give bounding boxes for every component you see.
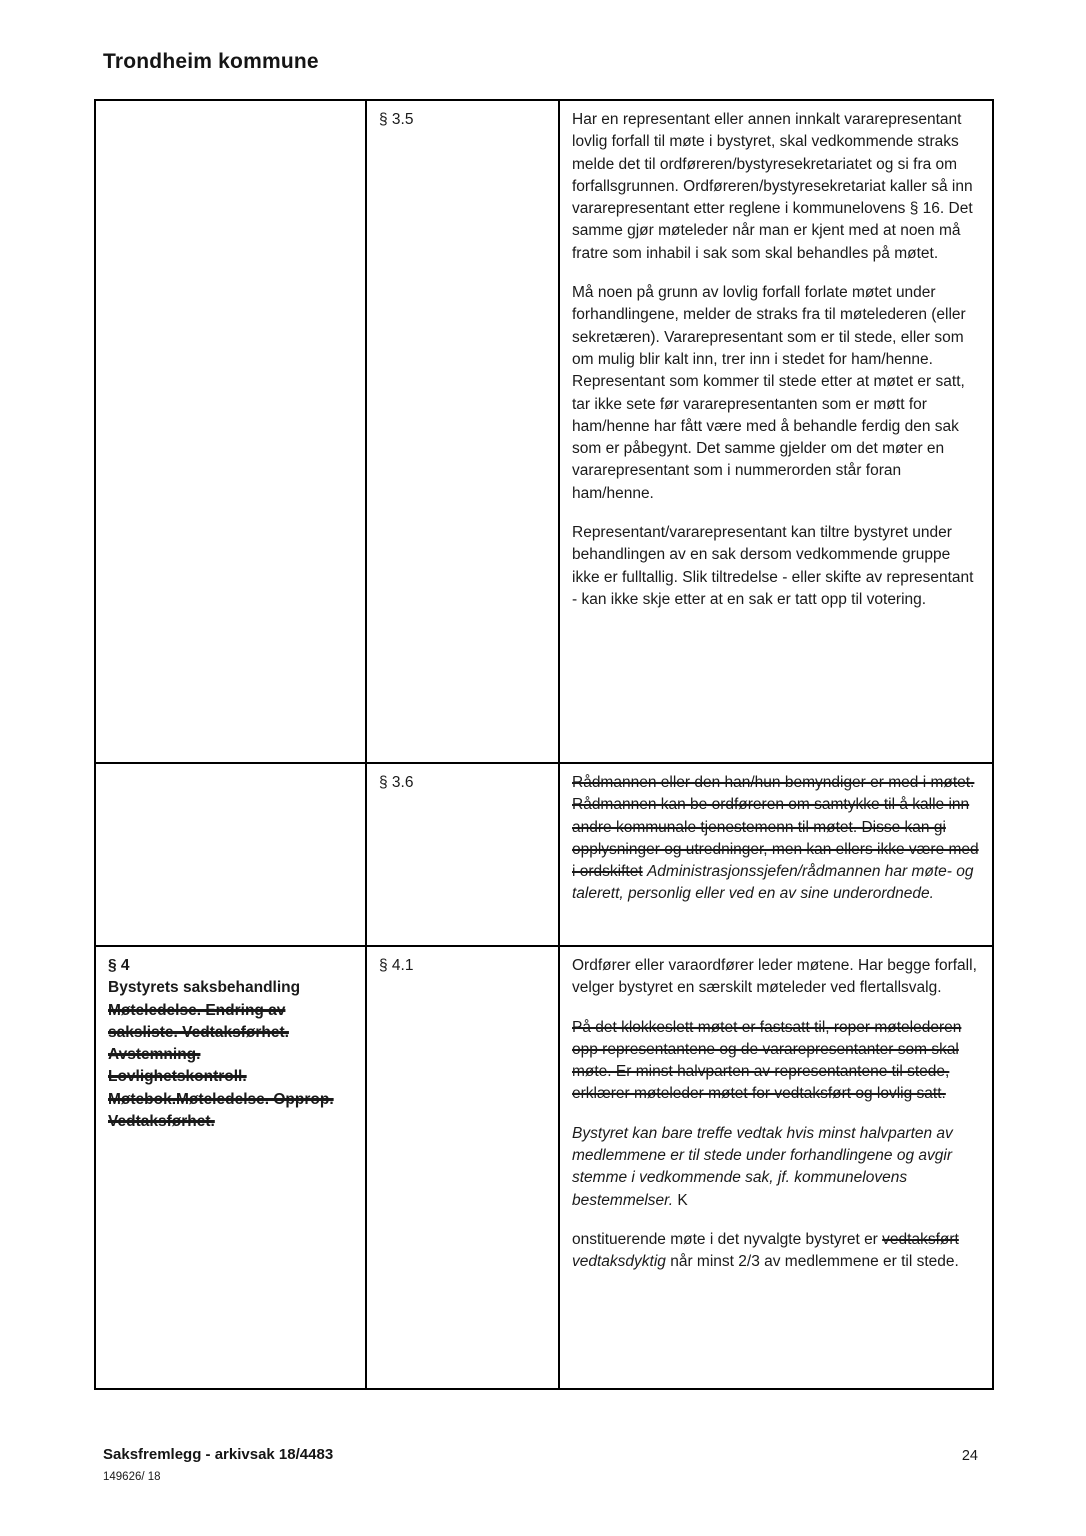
text-run: K	[673, 1191, 688, 1209]
footer-doc-title: Saksfremlegg - arkivsak 18/4483	[103, 1446, 334, 1463]
text-run: § 4	[108, 957, 130, 974]
section-line	[108, 1000, 336, 1134]
text-run: Bystyrets saksbehandling	[108, 979, 301, 997]
section-cell	[95, 100, 366, 763]
text-run: når minst 2/3 av medlemmene er til stede.	[665, 1253, 959, 1271]
text-run: vedtaksført	[882, 1230, 959, 1248]
paragraph	[572, 1123, 980, 1212]
text-run: Rådmannen eller den han/hun bemyndiger er med i møtet. Rådmannen kan be ordføreren om samtykke til å kalle inn andre kommunale tjenestemenn til møtet. Disse kan gi opplysninger og utredninger, men kan ellers ikke være med i ordskiftet	[572, 774, 979, 881]
table-row	[95, 763, 993, 946]
paragraph	[572, 1017, 980, 1106]
footer-page-number: 24	[961, 1448, 978, 1464]
rules-table	[94, 99, 994, 1390]
text-run: Representant/vararepresentant kan tiltre bystyret under behandlingen av en sak dersom vedkommende gruppe ikke er fulltallig. Slik tiltredelse - eller skifte av representant - kan ikke skje etter at en sak er tatt opp til votering.	[572, 524, 974, 608]
rules-table-body	[95, 100, 993, 1389]
paragraph	[572, 955, 980, 1000]
text-run: Må noen på grunn av lovlig forfall forlate møtet under forhandlingene, melder de straks fra til møtelederen (eller sekretæren). Vararepresentant som er til stede, eller som om mulig blir kalt inn, trer inn i stedet for ham/henne. Representant som kommer til stede etter at møtet er satt, tar ikke sete før vararepresentanten som er møtt for ham/henne har fått være med å behandle ferdig den sak som er påbegynt. Det samme gjelder om det møter en vararepresentant som i nummerorden står foran ham/henne.	[572, 284, 966, 502]
section-line	[108, 977, 336, 999]
table-row	[95, 100, 993, 763]
paragraph-ref-cell: § 4.1	[366, 946, 559, 1389]
text-run: Administrasjonssjefen/rådmannen har møte- og talerett, personlig eller ved en av sine underordnede.	[572, 863, 974, 903]
section-line	[108, 955, 336, 977]
paragraph	[572, 282, 980, 505]
text-run: onstituerende møte i det nyvalgte bystyret er	[572, 1230, 883, 1248]
paragraph	[572, 772, 980, 906]
text-run: vedtaksdyktig	[572, 1253, 666, 1271]
paragraph-ref-cell: § 3.6	[366, 763, 559, 946]
paragraph	[572, 109, 980, 265]
text-run: Møteledelse. Endring av saksliste. Vedtaksførhet. Avstemning. Lovlighetskontroll. Møtebok.Møteledelse. Opprop. Vedtaksførhet.	[108, 1001, 334, 1131]
paragraph-text-cell	[559, 946, 993, 1389]
table-row	[95, 946, 993, 1389]
text-run: Har en representant eller annen innkalt vararepresentant lovlig forfall til møte i bystyret, skal vedkommende straks melde det til ordføreren/bystyresekretariatet og si fra om forfallsgrunnen. Ordføreren/bystyresekretariat kaller så inn vararepresentant etter reglene i kommunelovens § 16. Det samme gjør møteleder når man er kjent med at noen må fratre som inhabil i sak som skal behandles på møtet.	[572, 111, 973, 262]
paragraph-text-cell	[559, 100, 993, 763]
paragraph	[572, 1229, 980, 1274]
text-run: Bystyret kan bare treffe vedtak hvis minst halvparten av medlemmene er til stede under forhandlingene og avgir stemme i vedkommende sak, jf. kommunelovens bestemmelser.	[572, 1124, 953, 1209]
text-run: Ordfører eller varaordfører leder møtene. Har begge forfall, velger bystyret en særskilt møteleder ved flertallsvalg.	[572, 957, 977, 997]
page-title: Trondheim kommune	[103, 50, 319, 73]
footer-doc-number: 149626/ 18	[103, 1471, 161, 1483]
text-run: På det klokkeslett møtet er fastsatt til, roper møtelederen opp representantene og de vararepresentanter som skal møte. Er minst halvparten av representantene til stede, erklærer møteleder møtet for vedtaksført og lovlig satt.	[572, 1018, 962, 1103]
paragraph-text-cell	[559, 763, 993, 946]
paragraph-ref-cell: § 3.5	[366, 100, 559, 763]
section-cell	[95, 763, 366, 946]
section-cell	[95, 946, 366, 1389]
paragraph	[572, 522, 980, 611]
